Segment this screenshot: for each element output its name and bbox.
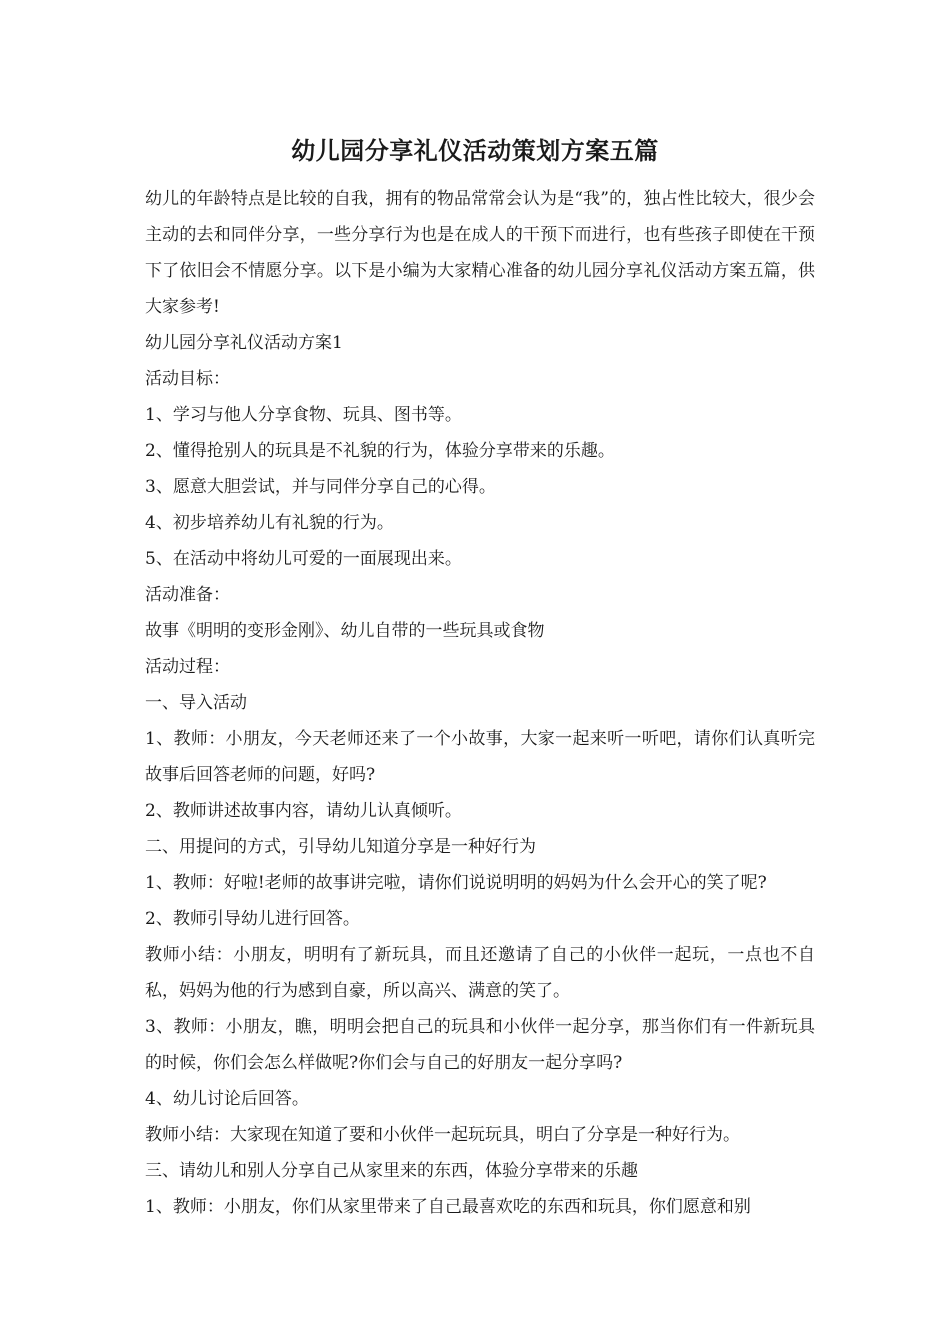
subheading: 三、请幼儿和别人分享自己从家里来的东西，体验分享带来的乐趣 — [145, 1161, 638, 1181]
subheading: 二、用提问的方式，引导幼儿知道分享是一种好行为 — [145, 837, 536, 857]
subheading: 活动过程： — [145, 657, 230, 677]
intro-paragraph: 幼儿的年龄特点是比较的自我，拥有的物品常常会认为是“我”的，独占性比较大，很少会主动的去和同伴分享，一些分享行为也是在成人的干预下而进行，也有些孩子即使在干预下了依旧会不情愿分享。以下是小编为大家精心准备的幼儿园分享礼仪活动方案五篇，供大家参考! — [145, 189, 815, 317]
paragraph: 3、教师：小朋友，瞧，明明会把自己的玩具和小伙伴一起分享，那当你们有一件新玩具的时候，你们会怎么样做呢?你们会与自己的好朋友一起分享吗? — [145, 1017, 815, 1073]
list-item: 5、在活动中将幼儿可爱的一面展现出来。 — [145, 549, 462, 569]
subheading: 活动目标： — [145, 369, 230, 389]
paragraph: 2、教师讲述故事内容，请幼儿认真倾听。 — [145, 801, 462, 821]
list-item: 1、学习与他人分享食物、玩具、图书等。 — [145, 405, 462, 425]
subheading: 一、导入活动 — [145, 693, 247, 713]
list-item: 4、初步培养幼儿有礼貌的行为。 — [145, 513, 394, 533]
section-heading: 幼儿园分享礼仪活动方案1 — [145, 333, 343, 353]
document-body — [145, 181, 815, 1225]
paragraph: 1、教师：小朋友，你们从家里带来了自己最喜欢吃的东西和玩具，你们愿意和别 — [145, 1197, 751, 1217]
paragraph: 1、教师：小朋友，今天老师还来了一个小故事，大家一起来听一听吧，请你们认真听完故事后回答老师的问题，好吗? — [145, 729, 815, 785]
paragraph: 教师小结：大家现在知道了要和小伙伴一起玩玩具，明白了分享是一种好行为。 — [145, 1125, 740, 1145]
list-item: 2、懂得抢别人的玩具是不礼貌的行为，体验分享带来的乐趣。 — [145, 441, 615, 461]
paragraph: 4、幼儿讨论后回答。 — [145, 1089, 309, 1109]
paragraph: 1、教师：好啦!老师的故事讲完啦，请你们说说明明的妈妈为什么会开心的笑了呢? — [145, 873, 767, 893]
paragraph: 故事《明明的变形金刚》、幼儿自带的一些玩具或食物 — [145, 621, 545, 641]
paragraph: 教师小结：小朋友，明明有了新玩具，而且还邀请了自己的小伙伴一起玩，一点也不自私，妈妈为他的行为感到自豪，所以高兴、满意的笑了。 — [145, 945, 815, 1001]
subheading: 活动准备： — [145, 585, 230, 605]
paragraph: 2、教师引导幼儿进行回答。 — [145, 909, 360, 929]
list-item: 3、愿意大胆尝试，并与同伴分享自己的心得。 — [145, 477, 496, 497]
document-title: 幼儿园分享礼仪活动策划方案五篇 — [291, 136, 659, 165]
